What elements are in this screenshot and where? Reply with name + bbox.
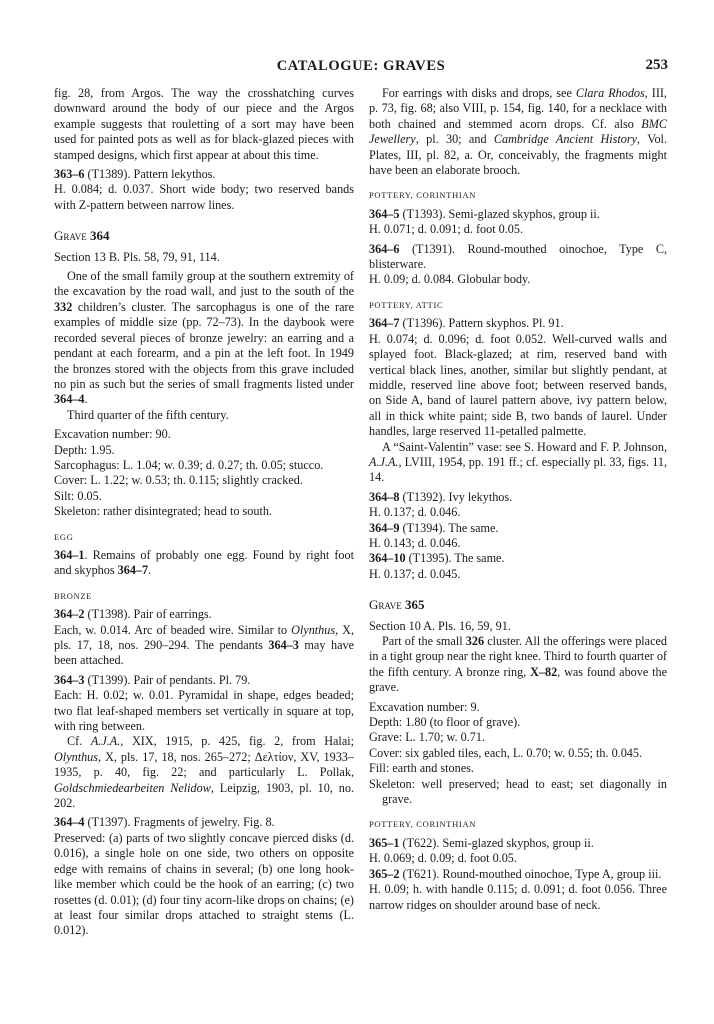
grave-364-heading: Grave 364 — [54, 228, 110, 244]
exc-line: Sarcophagus: L. 1.04; w. 0.39; d. 0.27; th. 0.05; stucco. — [54, 457, 324, 472]
grave-365-heading: Grave 365 — [369, 597, 425, 613]
entry-365-1-details: H. 0.069; d. 0.09; d. foot 0.05. — [369, 851, 517, 866]
grave-364-excavation — [54, 427, 354, 519]
entry-364-9-details: H. 0.143; d. 0.046. — [369, 535, 461, 550]
section-head-pottery-corinthian: POTTERY, CORINTHIAN — [369, 190, 477, 201]
right-column — [369, 86, 667, 917]
entry-364-3: 364–3 (T1399). Pair of pendants. Pl. 79. — [54, 672, 251, 687]
entry-364-5: 364–5 (T1393). Semi-glazed skyphos, group ii. — [369, 206, 600, 221]
entry-364-3-comparanda: Cf. A.J.A., XIX, 1915, p. 425, fig. 2, from Halai; Olynthus, X, pls. 17, 18, nos. 265–272; Δελτίον, XV, 1933–1935, p. 40, fig. 22; and particularly L. Pollak, Goldschmiedearbeiten Nelidow, Leipzig, 1903, pl. 10, no. 202. — [54, 734, 355, 811]
entry-363-6: 363–6 (T1389). Pattern lekythos. — [54, 167, 216, 182]
exc-line: Depth: 1.80 (to floor of grave). — [369, 715, 521, 730]
entry-364-4: 364–4 (T1397). Fragments of jewelry. Fig. 8. — [54, 815, 275, 830]
left-column — [54, 86, 354, 943]
exc-line: Grave: L. 1.70; w. 0.71. — [369, 730, 485, 745]
exc-line: Skeleton: rather disintegrated; head to south. — [54, 504, 272, 519]
header-title: CATALOGUE: GRAVES — [276, 58, 446, 74]
entry-364-4-details: Preserved: (a) parts of two slightly concave pierced disks (d. 0.016), a single hole on one side, two others on opposite edge with remains of chains in several; (b) one long hook-like member which could be the hook of an earring; (c) two rosettes (d. 0.01); (d) four tiny acorn-like drops on chains; (e) at least four similar drops attached to straight stems (L. 0.012). — [54, 830, 354, 938]
entry-363-6-details: H. 0.084; d. 0.037. Short wide body; two reserved bands with Z-pattern between narrow lines. — [54, 182, 354, 212]
entry-364-3-details: Each: H. 0.02; w. 0.01. Pyramidal in shape, edges beaded; two flat leaf-shaped members set vertically in square at top, with ring between. — [54, 688, 354, 734]
intro-paragraph: fig. 28, from Argos. The way the crosshatching curves downward around the body of our piece and the Argos example suggests that rouletting of a sort may have been used for painted pots as well as for black-glazed pieces with stamped designs, which first appear at about this time. — [54, 86, 354, 162]
grave-365-description: Part of the small 326 cluster. All the offerings were placed in a tight group near the right knee. Third to fourth quarter of the fifth century. A bronze ring, X–82, was found above the grave. — [369, 634, 668, 695]
entry-364-8: 364–8 (T1392). Ivy lekythos. — [369, 489, 513, 504]
entry-364-9: 364–9 (T1394). The same. — [369, 520, 499, 535]
entry-364-10-details: H. 0.137; d. 0.045. — [369, 566, 461, 581]
entry-364-10: 364–10 (T1395). The same. — [369, 551, 505, 566]
exc-line: Depth: 1.95. — [54, 442, 115, 457]
grave-365-excavation — [369, 700, 667, 808]
section-head-egg: EGG — [54, 531, 74, 542]
entry-364-2: 364–2 (T1398). Pair of earrings. — [54, 607, 212, 622]
exc-line: Excavation number: 90. — [54, 427, 171, 442]
exc-line: Cover: L. 1.22; w. 0.53; th. 0.115; slightly cracked. — [54, 473, 303, 488]
entry-364-8-details: H. 0.137; d. 0.046. — [369, 505, 461, 520]
entry-365-2: 365–2 (T621). Round-mouthed oinochoe, Type A, group iii. — [369, 866, 662, 881]
exc-line: Cover: six gabled tiles, each, L. 0.70; w. 0.55; th. 0.045. — [369, 745, 643, 760]
grave-365-section: Section 10 A. Pls. 16, 59, 91. — [369, 618, 511, 633]
comparanda-paragraph: For earrings with disks and drops, see Clara Rhodos, III, p. 73, fig. 68; also VIII, p. 154, fig. 140, for a necklace with both chained and stemmed acorn drops. Cf. also BMC Jewellery, pl. 30; and Cambridge Ancient History, Vol. Plates, III, pl. 82, a. Or, conceivably, the fragments might have been an elaborate brooch. — [369, 86, 667, 178]
grave-364-section: Section 13 B. Pls. 58, 79, 91, 114. — [54, 249, 220, 264]
grave-364-date: Third quarter of the fifth century. — [67, 407, 229, 422]
exc-line: Skeleton: well preserved; head to east; set diagonally in grave. — [369, 776, 667, 807]
entry-364-2-details: Each, w. 0.014. Arc of beaded wire. Similar to Olynthus, X, pls. 17, 18, nos. 290–294. The pendants 364–3 may have been attached. — [54, 622, 354, 668]
entry-364-7-comparanda: A “Saint-Valentin” vase: see S. Howard and F. P. Johnson, A.J.A., LVIII, 1954, pp. 191 ff.; cf. especially pl. 33, figs. 11, 14. — [369, 439, 667, 485]
entry-364-6-details: H. 0.09; d. 0.084. Globular body. — [369, 272, 531, 287]
entry-364-6: 364–6 (T1391). Round-mouthed oinochoe, Type C, blisterware. — [369, 241, 667, 272]
page-number: 253 — [645, 57, 668, 73]
exc-line: Excavation number: 9. — [369, 699, 480, 714]
entry-365-2-details: H. 0.09; h. with handle 0.115; d. 0.091; d. foot 0.056. Three narrow ridges on shoulder around base of neck. — [369, 882, 667, 912]
section-head-pottery-corinthian: POTTERY, CORINTHIAN — [369, 819, 477, 830]
entry-364-1: 364–1. Remains of probably one egg. Found by right foot and skyphos 364–7. — [54, 547, 354, 578]
grave-364-description: One of the small family group at the southern extremity of the excavation by the road wall, and just to the south of the 332 children’s cluster. The sarcophagus is one of the rare examples of middle size (pp. 72–73). In the daybook were recorded several pieces of bronze jewelry: an earring and a pendant at each forearm, and a pin at the left foot. In 1949 the bronzes stored with the objects from this grave included no pin as such but the series of small fragments listed under 364–4. — [54, 269, 354, 407]
running-header — [54, 58, 668, 78]
section-head-pottery-attic: POTTERY, ATTIC — [369, 299, 444, 310]
entry-364-5-details: H. 0.071; d. 0.091; d. foot 0.05. — [369, 222, 524, 237]
exc-line: Fill: earth and stones. — [369, 761, 474, 776]
entry-365-1: 365–1 (T622). Semi-glazed skyphos, group ii. — [369, 835, 594, 850]
entry-364-7: 364–7 (T1396). Pattern skyphos. Pl. 91. — [369, 316, 564, 331]
exc-line: Silt: 0.05. — [54, 488, 102, 503]
section-head-bronze: BRONZE — [54, 590, 93, 601]
entry-id: 363–6 — [54, 167, 85, 182]
entry-364-7-details: H. 0.074; d. 0.096; d. foot 0.052. Well-curved walls and splayed foot. Black-glazed; at rim, reserved band with vertical black lines, another, similar but slightly pendant, at middle, reserved line above foot; between reserved bands, on Side A, band of laurel pattern above, ivy pattern below, all in thick white paint; side B, two bands of laurel. Under handles, large reserved 11-petalled palmette. — [369, 331, 667, 439]
